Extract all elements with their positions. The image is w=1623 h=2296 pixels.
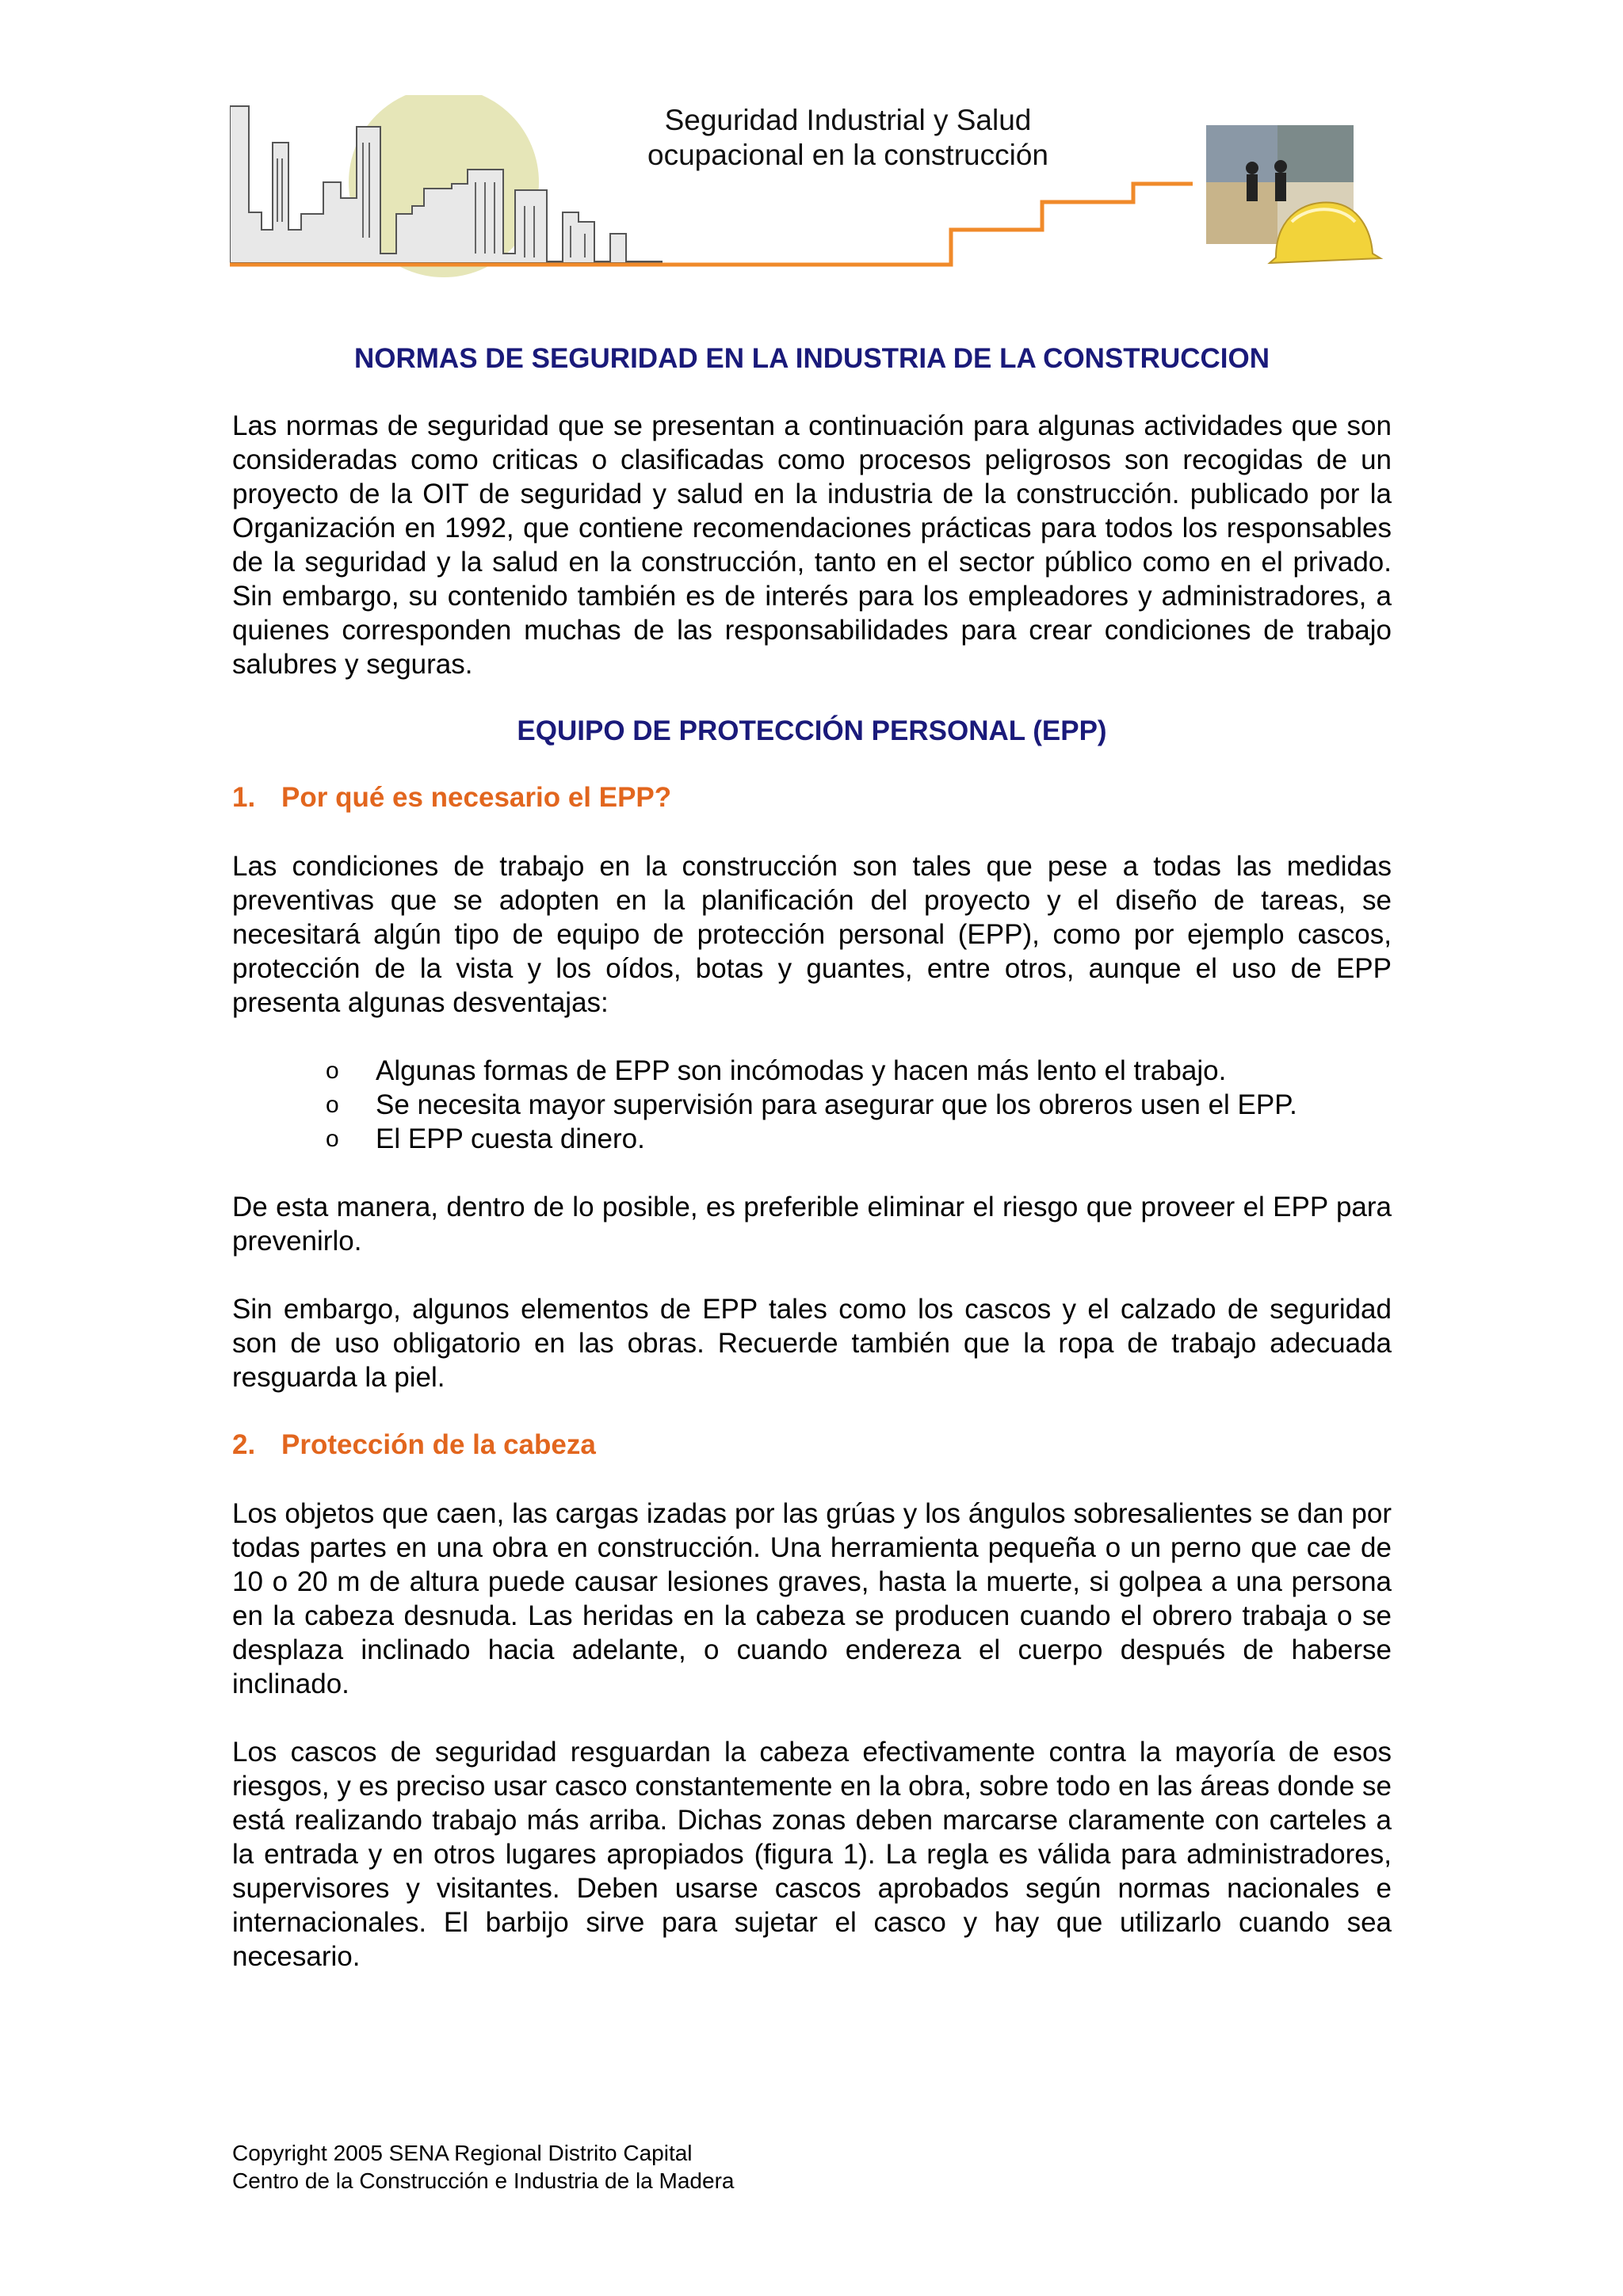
section2-heading-text: Protección de la cabeza: [281, 1429, 596, 1460]
header-title-line2: ocupacional en la construcción: [647, 139, 1048, 171]
section1-paragraph1: Las condiciones de trabajo en la construcción son tales que pese a todas las medidas preventivas que se adopten en la planificación del proyecto y el diseño de tareas, se necesitará algún tipo de equipo de protección personal (EPP), como por ejemplo cascos, protección de la vista y los oídos, botas y guantes, entre otros, aunque el uso de EPP presenta algunas desventajas:: [232, 851, 1392, 1018]
page-header: [230, 95, 1395, 285]
section1-paragraph2: De esta manera, dentro de lo posible, es preferible eliminar el riesgo que proveer el EPP para prevenirlo.: [232, 1192, 1392, 1257]
list-item: [326, 1088, 1392, 1122]
section2-heading: [232, 1428, 1392, 1462]
main-title: NORMAS DE SEGURIDAD EN LA INDUSTRIA DE LA CONSTRUCCION: [353, 343, 1270, 374]
section-title: EQUIPO DE PROTECCIÓN PERSONAL (EPP): [517, 715, 1107, 746]
header-title-line1: Seguridad Industrial y Salud: [664, 104, 1032, 136]
list-item-text: El EPP cuesta dinero.: [376, 1123, 645, 1154]
footer-center: Centro de la Construcción e Industria de la Madera: [232, 2168, 735, 2193]
list-item: [326, 1054, 1392, 1088]
bullet-marker: o: [326, 1126, 339, 1152]
bullet-marker: o: [326, 1058, 339, 1084]
page-footer: [232, 2139, 734, 2195]
intro-paragraph: Las normas de seguridad que se presentan a continuación para algunas actividades que son consideradas como criticas o clasificadas como procesos peligrosos son recogidas de un proyecto de la OIT de seguridad y salud en la industria de la construcción. publicado por la Organización en 1992, que contiene recomendaciones prácticas para todos los responsables de la seguridad y la salud en la construcción, tanto en el sector público como en el privado. Sin embargo, su contenido también es de interés para los empleadores y administradores, a quienes corresponden muchas de las responsabilidades para crear condiciones de trabajo salubres y seguras.: [232, 410, 1392, 680]
bullet-marker: o: [326, 1092, 339, 1118]
header-title: [618, 103, 1078, 173]
disadvantages-list: [232, 1054, 1392, 1156]
footer-copyright: Copyright 2005 SENA Regional Distrito Capital: [232, 2141, 693, 2165]
list-item-text: Se necesita mayor supervisión para asegurar que los obreros usen el EPP.: [376, 1089, 1297, 1120]
section1-heading-text: Por qué es necesario el EPP?: [281, 782, 672, 813]
section1-heading: [232, 781, 1392, 814]
document-body: [232, 341, 1392, 1974]
list-item: [326, 1122, 1392, 1156]
section2-number: 2.: [232, 1429, 256, 1460]
section2-paragraph1: Los objetos que caen, las cargas izadas por las grúas y los ángulos sobresalientes se dan por todas partes en una obra en construcción. Una herramienta pequeña o un perno que cae de 10 o 20 m de altura puede causar lesiones graves, hasta la muerte, si golpea a una persona en la cabeza desnuda. Las heridas en la cabeza se producen cuando el obrero trabaja o se desplaza inclinado hacia adelante, o cuando endereza el cuerpo después de haberse inclinado.: [232, 1498, 1392, 1699]
section2-paragraph2: Los cascos de seguridad resguardan la cabeza efectivamente contra la mayoría de esos riesgos, y es preciso usar casco constantemente en la obra, sobre todo en las áreas donde se está realizando trabajo más arriba. Dichas zonas deben marcarse claramente con carteles a la entrada y en otros lugares apropiados (figura 1). La regla es válida para administradores, supervisores y visitantes. Deben usarse cascos aprobados según normas nacionales e internacionales. El barbijo sirve para sujetar el casco y hay que utilizarlo cuando sea necesario.: [232, 1737, 1392, 1972]
section1-number: 1.: [232, 782, 256, 813]
section1-paragraph3: Sin embargo, algunos elementos de EPP tales como los cascos y el calzado de seguridad son de uso obligatorio en las obras. Recuerde también que la ropa de trabajo adecuada resguarda la piel.: [232, 1294, 1392, 1393]
list-item-text: Algunas formas de EPP son incómodas y hacen más lento el trabajo.: [376, 1055, 1227, 1086]
construction-photo: [1206, 125, 1381, 263]
